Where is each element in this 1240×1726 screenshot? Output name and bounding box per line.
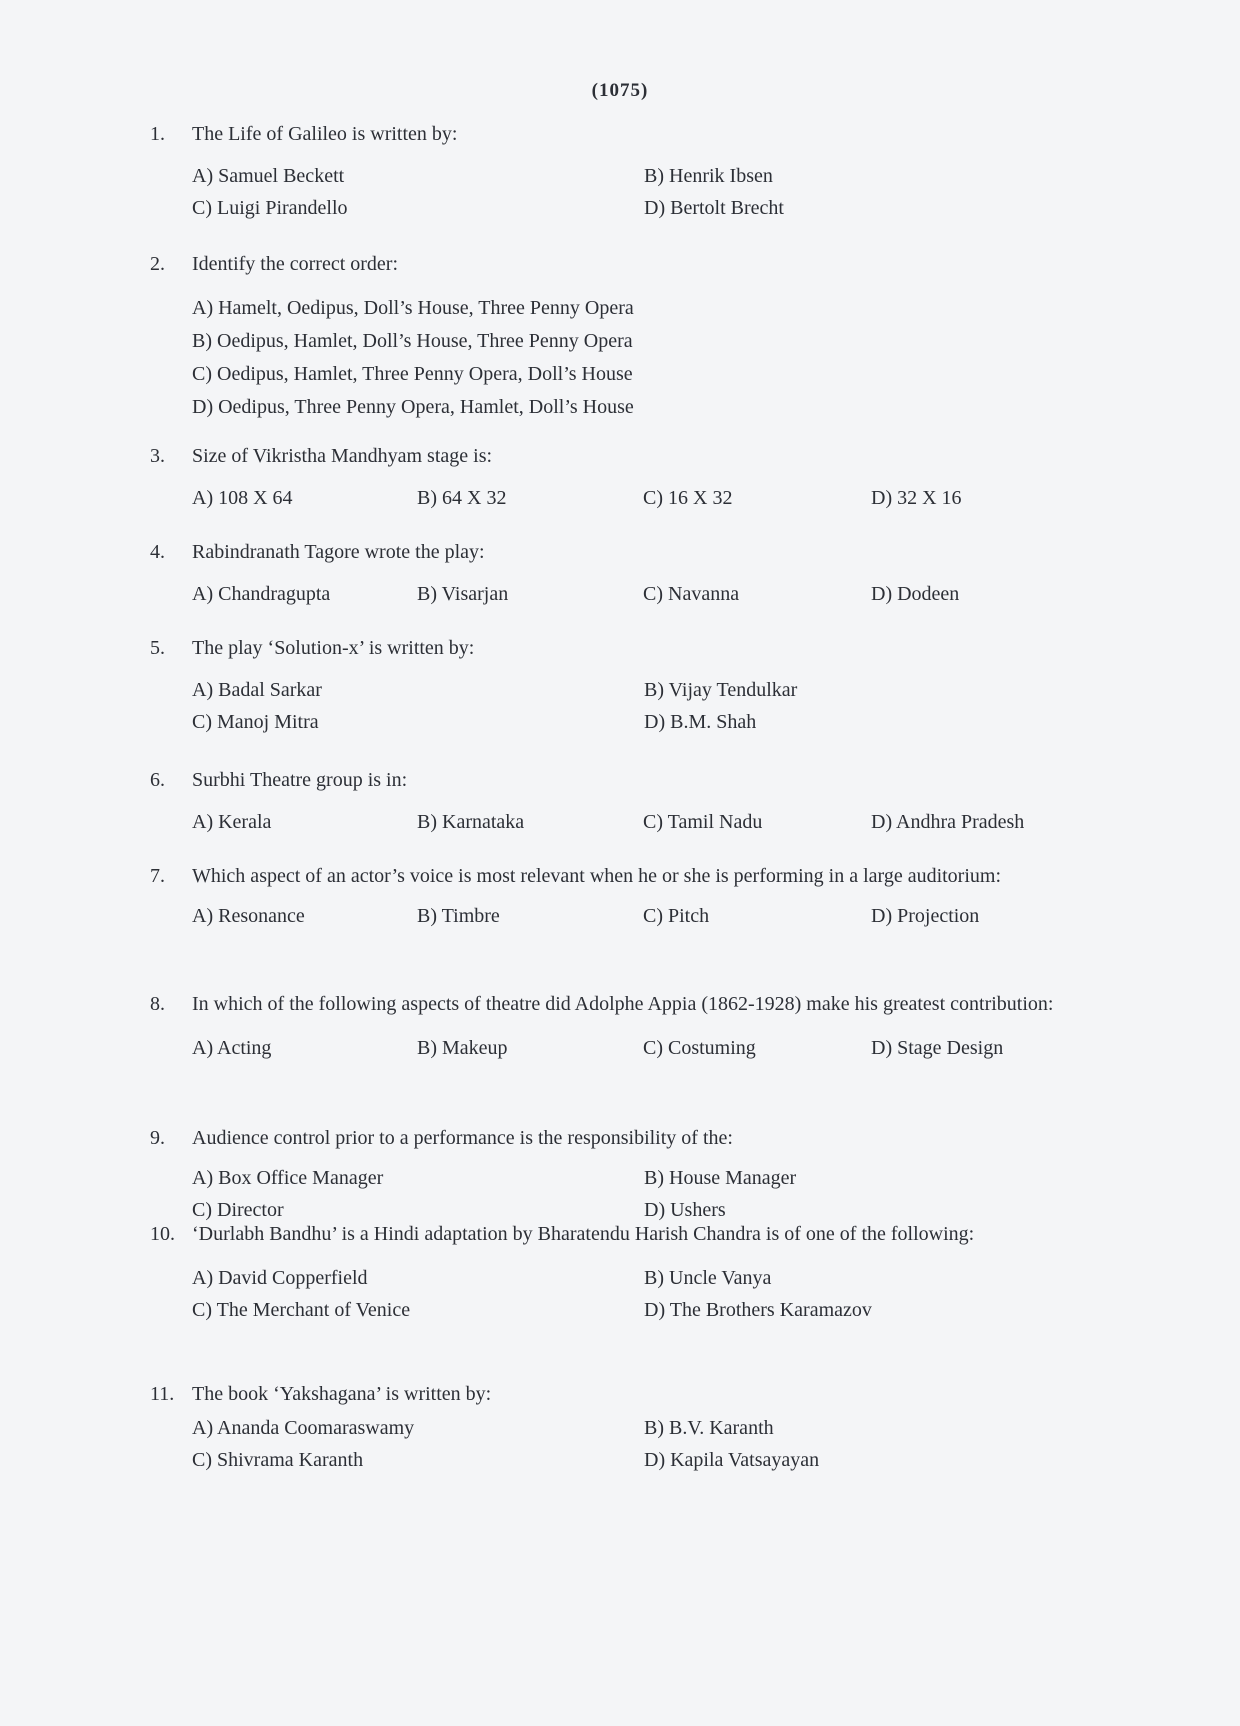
option-c: C) Luigi Pirandello: [192, 197, 348, 219]
option-a: A) Chandragupta: [192, 583, 331, 605]
question-text: Identify the correct order:: [192, 253, 399, 275]
option-b: B) Oedipus, Hamlet, Doll’s House, Three Penny Opera: [192, 330, 633, 352]
question-3: [150, 440, 1110, 514]
options: [192, 1412, 1110, 1476]
question-text: Rabindranath Tagore wrote the play:: [192, 541, 485, 563]
question-5: [150, 632, 1110, 738]
question-11: [150, 1378, 1110, 1476]
options: [192, 292, 1110, 424]
question-number: 5.: [150, 637, 165, 659]
question-text: Audience control prior to a performance is the responsibility of the:: [192, 1127, 733, 1149]
option-b: B) Makeup: [417, 1037, 508, 1059]
question-text: The play ‘Solution-x’ is written by:: [192, 637, 475, 659]
question-1: [150, 118, 1110, 224]
question-number: 8.: [150, 993, 165, 1015]
option-b: B) Uncle Vanya: [644, 1267, 772, 1289]
question-stem: [150, 118, 1110, 150]
options: [192, 1262, 1110, 1326]
question-stem: [150, 248, 1110, 280]
option-a: A) Acting: [192, 1037, 272, 1059]
option-a: A) Resonance: [192, 905, 305, 927]
option-a: A) Ananda Coomaraswamy: [192, 1417, 415, 1439]
option-c: C) Pitch: [643, 905, 710, 927]
option-c: C) Costuming: [643, 1037, 756, 1059]
option-c: C) Manoj Mitra: [192, 711, 319, 733]
question-stem: [150, 764, 1110, 796]
option-a: A) 108 X 64: [192, 487, 293, 509]
question-number: 6.: [150, 769, 165, 791]
question-number: 3.: [150, 445, 165, 467]
question-text: The Life of Galileo is written by:: [192, 123, 458, 145]
option-b: B) Visarjan: [417, 583, 509, 605]
question-number: 1.: [150, 123, 165, 145]
option-b: B) Timbre: [417, 905, 500, 927]
paper-code-text: (1075): [591, 80, 649, 101]
option-a: A) David Copperfield: [192, 1267, 368, 1289]
question-stem: [150, 860, 1110, 892]
option-d: D) Oedipus, Three Penny Opera, Hamlet, Doll’s House: [192, 396, 634, 418]
option-b: B) 64 X 32: [417, 487, 507, 509]
options: [192, 900, 1110, 932]
question-4: [150, 536, 1110, 610]
question-stem: [150, 1122, 1110, 1154]
question-number: 10.: [150, 1223, 175, 1245]
option-c: C) Director: [192, 1199, 284, 1221]
question-number: 7.: [150, 865, 165, 887]
option-d: D) Dodeen: [871, 583, 960, 605]
question-stem: [150, 1218, 1110, 1250]
question-text: Which aspect of an actor’s voice is most relevant when he or she is performing in a large auditorium:: [192, 865, 1002, 887]
option-c: C) Navanna: [643, 583, 740, 605]
question-9: [150, 1122, 1110, 1226]
options: [192, 806, 1110, 838]
option-c: C) Oedipus, Hamlet, Three Penny Opera, Doll’s House: [192, 363, 633, 385]
question-number: 4.: [150, 541, 165, 563]
option-d: D) B.M. Shah: [644, 711, 757, 733]
question-number: 11.: [150, 1383, 175, 1405]
option-a: A) Kerala: [192, 811, 272, 833]
option-a: A) Box Office Manager: [192, 1167, 384, 1189]
question-stem: [150, 440, 1110, 472]
option-d: D) Ushers: [644, 1199, 726, 1221]
question-10: [150, 1218, 1110, 1326]
option-b: B) Karnataka: [417, 811, 525, 833]
question-stem: [150, 536, 1110, 568]
option-c: C) The Merchant of Venice: [192, 1299, 411, 1321]
option-d: D) Stage Design: [871, 1037, 1004, 1059]
question-text: In which of the following aspects of theatre did Adolphe Appia (1862-1928) make his greatest contribution:: [192, 993, 1054, 1015]
option-b: B) B.V. Karanth: [644, 1417, 774, 1439]
options: [192, 578, 1110, 610]
question-2: [150, 248, 1110, 424]
question-stem: [150, 1378, 1110, 1410]
options: [192, 1162, 1110, 1226]
question-8: [150, 988, 1110, 1064]
question-number: 9.: [150, 1127, 165, 1149]
question-6: [150, 764, 1110, 838]
question-text: Surbhi Theatre group is in:: [192, 769, 408, 791]
question-text: The book ‘Yakshagana’ is written by:: [192, 1383, 492, 1405]
option-d: D) Projection: [871, 905, 980, 927]
question-text: Size of Vikristha Mandhyam stage is:: [192, 445, 493, 467]
option-d: D) Andhra Pradesh: [871, 811, 1025, 833]
option-c: C) Tamil Nadu: [643, 811, 763, 833]
question-7: [150, 860, 1110, 932]
option-d: D) Kapila Vatsayayan: [644, 1449, 820, 1471]
options: [192, 482, 1110, 514]
option-a: A) Samuel Beckett: [192, 165, 345, 187]
option-a: A) Hamelt, Oedipus, Doll’s House, Three Penny Opera: [192, 297, 634, 319]
option-b: B) Vijay Tendulkar: [644, 679, 798, 701]
options: [192, 160, 1110, 224]
option-c: C) Shivrama Karanth: [192, 1449, 364, 1471]
option-c: C) 16 X 32: [643, 487, 733, 509]
option-b: B) House Manager: [644, 1167, 797, 1189]
options: [192, 1032, 1110, 1064]
question-stem: [150, 632, 1110, 664]
option-d: D) 32 X 16: [871, 487, 962, 509]
option-b: B) Henrik Ibsen: [644, 165, 773, 187]
option-d: D) Bertolt Brecht: [644, 197, 784, 219]
question-number: 2.: [150, 253, 165, 275]
paper-code-header: [0, 80, 1240, 102]
question-text: ‘Durlabh Bandhu’ is a Hindi adaptation by Bharatendu Harish Chandra is of one of the following:: [192, 1223, 975, 1245]
options: [192, 674, 1110, 738]
option-d: D) The Brothers Karamazov: [644, 1299, 872, 1321]
question-stem: [150, 988, 1110, 1020]
option-a: A) Badal Sarkar: [192, 679, 322, 701]
